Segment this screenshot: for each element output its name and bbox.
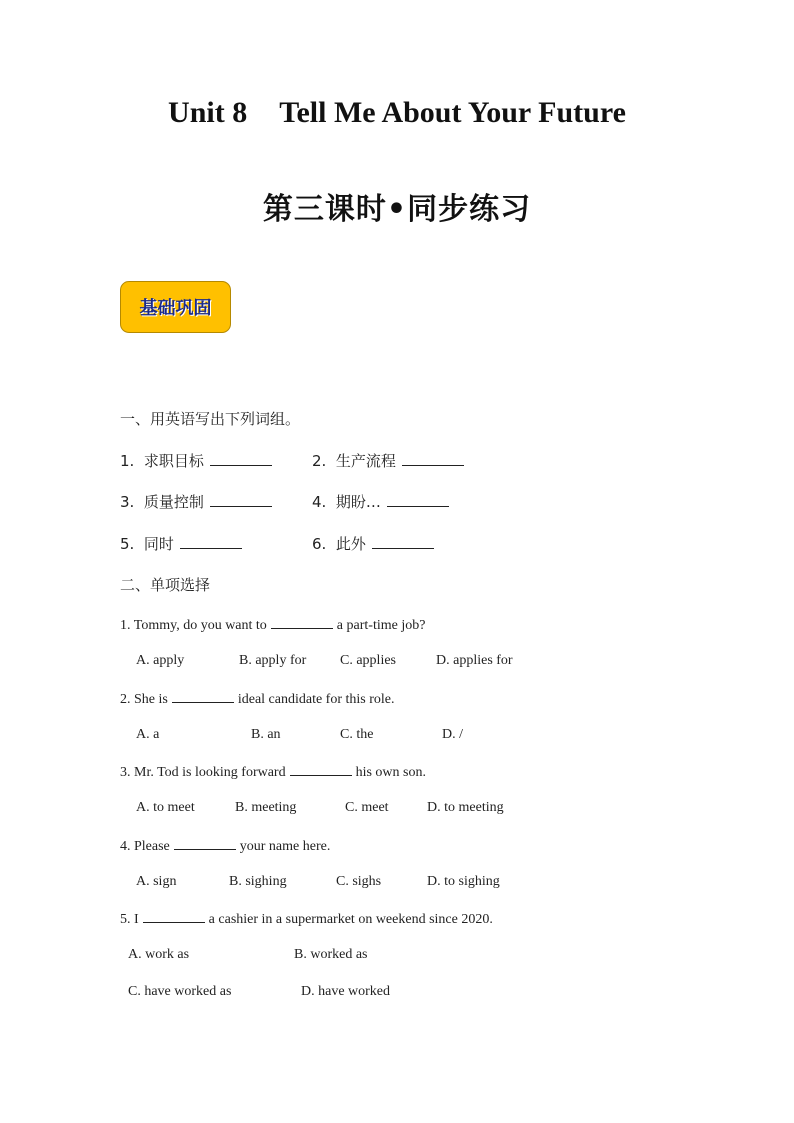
question-stem: 1. Tommy, do you want to a part-time job? bbox=[120, 618, 426, 633]
section2-heading: 二、单项选择 bbox=[120, 576, 211, 594]
question-stem: 2. She is ideal candidate for this role. bbox=[120, 692, 395, 707]
option-c[interactable]: C. applies bbox=[340, 653, 396, 668]
option-b[interactable]: B. meeting bbox=[235, 800, 297, 815]
option-d[interactable]: D. to sighing bbox=[427, 874, 500, 889]
vocab-item: 6. 此外 bbox=[312, 533, 434, 554]
option-a[interactable]: A. to meet bbox=[136, 800, 195, 815]
option-b[interactable]: B. sighing bbox=[229, 874, 287, 889]
option-b[interactable]: B. apply for bbox=[239, 653, 307, 668]
section1-heading: 一、用英语写出下列词组。 bbox=[120, 410, 301, 428]
question-stem: 4. Please your name here. bbox=[120, 839, 331, 854]
unit-number: Unit 8 bbox=[168, 96, 248, 129]
vocab-item: 4. 期盼… bbox=[312, 491, 449, 512]
option-d[interactable]: D. / bbox=[442, 727, 463, 742]
answer-blank[interactable] bbox=[387, 494, 449, 507]
vocab-item: 1. 求职目标 bbox=[120, 450, 272, 471]
option-d[interactable]: D. applies for bbox=[436, 653, 513, 668]
option-d[interactable]: D. to meeting bbox=[427, 800, 504, 815]
answer-blank[interactable] bbox=[143, 910, 205, 923]
answer-blank[interactable] bbox=[180, 536, 242, 549]
question-stem: 3. Mr. Tod is looking forward his own son. bbox=[120, 765, 426, 780]
answer-blank[interactable] bbox=[402, 453, 464, 466]
option-a[interactable]: A. sign bbox=[136, 874, 177, 889]
option-b[interactable]: B. an bbox=[251, 727, 281, 742]
vocab-item: 3. 质量控制 bbox=[120, 491, 272, 512]
vocab-item: 5. 同时 bbox=[120, 533, 242, 554]
answer-blank[interactable] bbox=[174, 837, 236, 850]
section-badge: 基础巩固 bbox=[120, 281, 231, 333]
answer-blank[interactable] bbox=[172, 690, 234, 703]
option-c[interactable]: C. meet bbox=[345, 800, 389, 815]
answer-blank[interactable] bbox=[210, 453, 272, 466]
vocab-item: 2. 生产流程 bbox=[312, 450, 464, 471]
option-a[interactable]: A. apply bbox=[136, 653, 185, 668]
answer-blank[interactable] bbox=[210, 494, 272, 507]
option-c[interactable]: C. sighs bbox=[336, 874, 382, 889]
page-title-english bbox=[0, 96, 794, 130]
option-a[interactable]: A. a bbox=[136, 727, 160, 742]
option-a[interactable]: A. work as bbox=[128, 947, 190, 962]
answer-blank[interactable] bbox=[290, 763, 352, 776]
unit-title: Tell Me About Your Future bbox=[279, 96, 626, 129]
option-c[interactable]: C. the bbox=[340, 727, 374, 742]
option-d[interactable]: D. have worked bbox=[301, 984, 391, 999]
page-title-chinese: 第三课时•同步练习 bbox=[262, 192, 532, 227]
option-c[interactable]: C. have worked as bbox=[128, 984, 232, 999]
option-b[interactable]: B. worked as bbox=[294, 947, 368, 962]
answer-blank[interactable] bbox=[372, 536, 434, 549]
answer-blank[interactable] bbox=[271, 616, 333, 629]
question-stem: 5. I a cashier in a supermarket on weekend since 2020. bbox=[120, 912, 493, 927]
